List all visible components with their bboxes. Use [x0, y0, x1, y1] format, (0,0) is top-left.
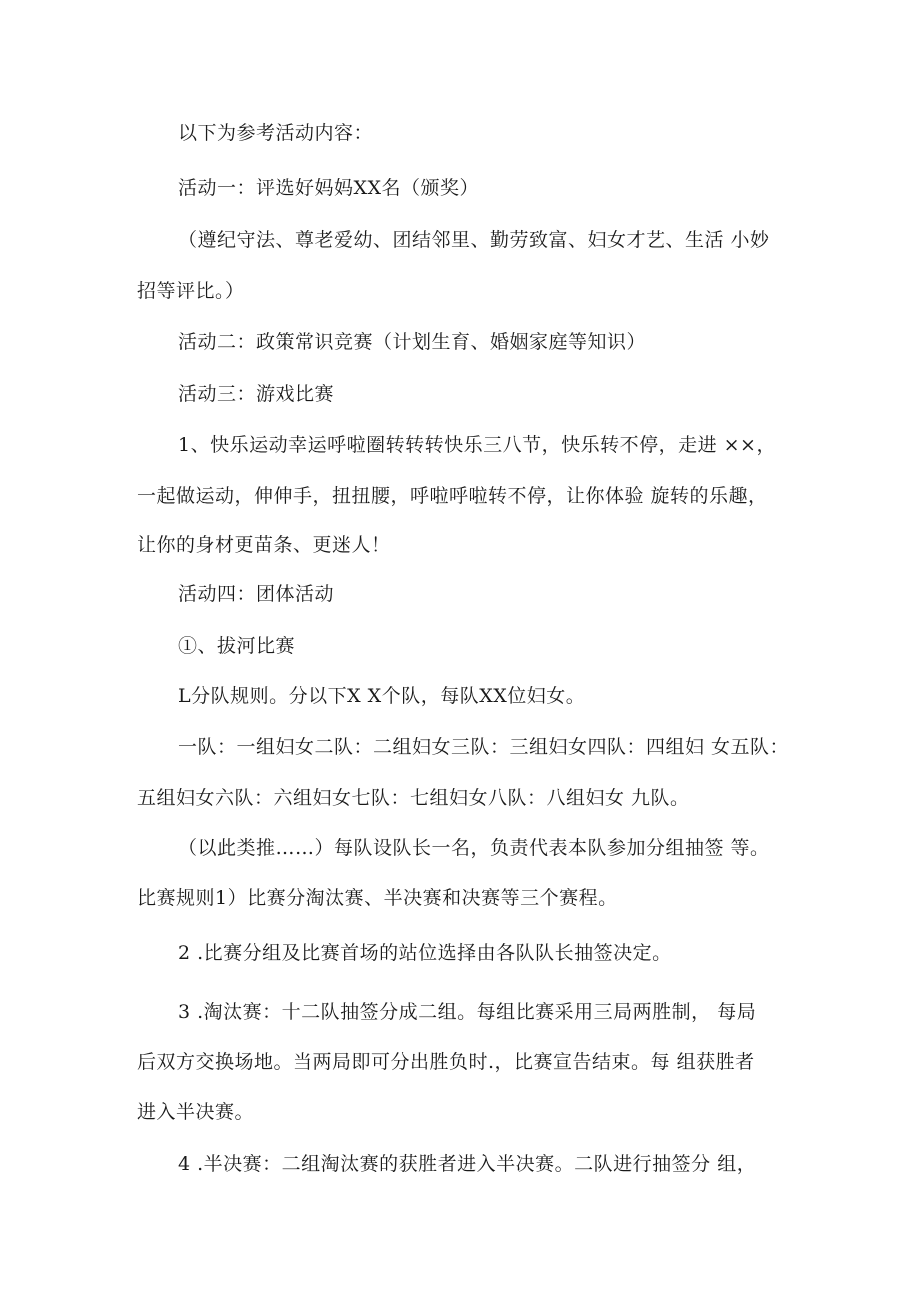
text-line: 活动一：评选好妈妈XX名（颁奖） — [178, 177, 480, 199]
text-line: 活动四：团体活动 — [178, 583, 335, 605]
text-line: 一起做运动，伸伸手，扭扭腰，呼啦呼啦转不停，让你体验 旋转的乐趣， — [137, 485, 768, 507]
text-line: （遵纪守法、尊老爱幼、团结邻里、勤劳致富、妇女才艺、生活 小妙 — [178, 229, 770, 251]
text-line: L分队规则。分以下X X个队，每队XX位妇女。 — [178, 685, 586, 707]
text-line: ①、拔河比赛 — [178, 635, 296, 657]
text-line: 比赛规则1）比赛分淘汰赛、半决赛和决赛等三个赛程。 — [137, 887, 618, 909]
text-line: 活动二：政策常识竞赛（计划生育、婚姻家庭等知识） — [178, 331, 647, 353]
text-line: 后双方交换场地。当两局即可分出胜负时.，比赛宣告结束。每 组获胜者 — [137, 1051, 755, 1073]
text-line: 1、快乐运动幸运呼啦圈转转转快乐三八节，快乐转不停，走进 ××， — [178, 434, 776, 456]
text-line: 五组妇女六队：六组妇女七队：七组妇女八队：八组妇女 九队。 — [137, 787, 690, 809]
text-line: 活动三：游戏比赛 — [178, 383, 335, 405]
text-line: 进入半决赛。 — [137, 1101, 255, 1123]
text-line: 招等评比。） — [137, 280, 245, 302]
text-line: 让你的身材更苗条、更迷人！ — [137, 534, 391, 556]
text-line: 2 .比赛分组及比赛首场的站位选择由各队队长抽签决定。 — [178, 942, 672, 964]
text-line: 3 .淘汰赛：十二队抽签分成二组。每组比赛采用三局两胜制， 每局 — [178, 1001, 757, 1023]
text-line: （以此类推……）每队设队长一名，负责代表本队参加分组抽签 等。 — [178, 837, 770, 859]
text-line: 4 .半决赛：二组淘汰赛的获胜者进入半决赛。二队进行抽签分 组， — [178, 1153, 757, 1175]
text-line: 以下为参考活动内容： — [178, 122, 374, 144]
text-line: 一队：一组妇女二队：二组妇女三队：三组妇女四队：四组妇 女五队： — [178, 736, 790, 758]
